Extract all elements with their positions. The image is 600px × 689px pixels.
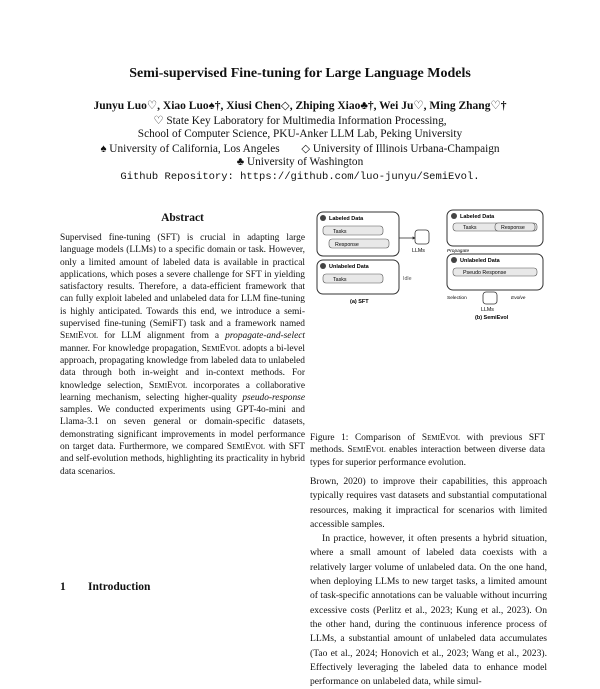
section-number: 1 <box>60 581 66 593</box>
database-icon <box>451 257 457 263</box>
sft-tasks2-label: Tasks <box>333 277 347 283</box>
affiliation-line-1: ♡ State Key Laboratory for Multimedia Information Processing, <box>153 115 447 127</box>
author-list: Junyu Luo♡, Xiao Luo♠†, Xiusi Chen◇, Zhiping Xiao♣†, Wei Ju♡, Ming Zhang♡† <box>93 100 507 112</box>
affiliation-ucla: ♠ University of California, Los Angeles <box>100 143 280 155</box>
section-title: Introduction <box>88 581 151 593</box>
paper-title: Semi-supervised Fine-tuning for Large Language Models <box>129 66 471 81</box>
affiliation-line-4: ♣ University of Washington <box>236 156 364 168</box>
semievol-selection-label: Selection <box>447 296 467 301</box>
robot-icon <box>483 292 497 304</box>
sft-response-label: Response <box>335 242 359 248</box>
sft-llms-label: LLMs <box>412 248 425 254</box>
semievol-propagate-label: Propagate <box>447 249 470 254</box>
github-repository[interactable]: Github Repository: https://github.com/luo-junyu/SemiEvol. <box>120 171 480 183</box>
sft-caption: (a) SFT <box>350 299 369 305</box>
abstract-heading: Abstract <box>161 212 204 224</box>
robot-icon <box>415 230 429 244</box>
paragraph: Brown, 2020) to improve their capabilities, this approach typically requires vast datasets and substantial computational resources, making it impractical for scenarios with limited accessible samples. <box>310 476 547 530</box>
figure-1-diagram <box>315 208 547 426</box>
semievol-response-label: Response <box>501 225 525 231</box>
sft-tasks-label: Tasks <box>333 229 347 235</box>
semievol-evolve-label: Evolve <box>511 296 526 301</box>
section-heading-introduction <box>60 581 150 593</box>
sft-idle-label: Idle <box>403 276 412 282</box>
semievol-llms-label: LLMs <box>481 307 494 313</box>
paragraph: In practice, however, it often presents a hybrid situation, where a small amount of labeled data coexists with a relatively larger volume of unlabeled data. On the one hand, when deploying LLMs to new target tasks, a limited amount of task-specific annotations can be valuable without incurring excessive costs (Perlitz et al., 2023; Kung et al., 2023). On the other hand, during the continuous inference process of LLMs, a substantial amount of unlabeled data accumulates (Tao et al., 2024; Honovich et al., 2023; Wang et al., 2023). Effectively leveraging the labeled data to enhance model performance on unlabeled data, while simul- <box>310 533 547 688</box>
database-icon <box>451 213 457 219</box>
affiliation-line-3 <box>0 142 600 155</box>
affiliation-uiuc: ◇ University of Illinois Urbana-Champaign <box>301 143 500 155</box>
figure-1-caption: Figure 1: Comparison of SemiEvol with previous SFT methods. SemiEvol enables interaction between diverse data types for superior performance evolution. <box>310 433 545 468</box>
semievol-tasks-label: Tasks <box>463 225 477 231</box>
abstract-body: Supervised fine-tuning (SFT) is crucial in adapting large language models (LLMs) to a specific domain or task. However, only a limited amount of labeled data is available in practical applications, which poses a severe challenge for SFT in yielding satisfactory results. Therefore, a data-efficient framework that can fully exploit labeled and unlabeled data for LLM fine-tuning is highly anticipated. Towards this end, we introduce a semi-supervised fine-tuning (SemiFT) task and a framework named SemiEvol for LLM alignment from a propagate-and-select manner. For knowledge propagation, SemiEvol adopts a bi-level approach, propagating knowledge from labeled data to unlabeled data through both in-weight and in-context methods. For knowledge selection, SemiEvol incorporates a collaborative learning mechanism, selecting higher-quality pseudo-response samples. We conducted experiments using GPT-4o-mini and Llama-3.1 on seven general or domain-specific datasets, demonstrating significant improvements in model performance on target data. Furthermore, we compared SemiEvol with SFT and self-evolution methods, highlighting its practicality in hybrid data scenarios. <box>60 233 306 477</box>
semievol-caption: (b) SemiEvol <box>475 315 509 321</box>
semievol-pseudo-label: Pseudo Response <box>463 270 507 276</box>
sft-unlabeled-label: Unlabeled Data <box>329 264 369 270</box>
database-icon <box>320 215 326 221</box>
semievol-unlabeled-label: Unlabeled Data <box>460 258 500 264</box>
sft-labeled-data-label: Labeled Data <box>329 216 364 222</box>
semievol-labeled-label: Labeled Data <box>460 214 495 220</box>
affiliation-line-2: School of Computer Science, PKU-Anker LLM Lab, Peking University <box>137 128 463 140</box>
database-icon <box>320 263 326 269</box>
right-column-body <box>310 475 547 689</box>
